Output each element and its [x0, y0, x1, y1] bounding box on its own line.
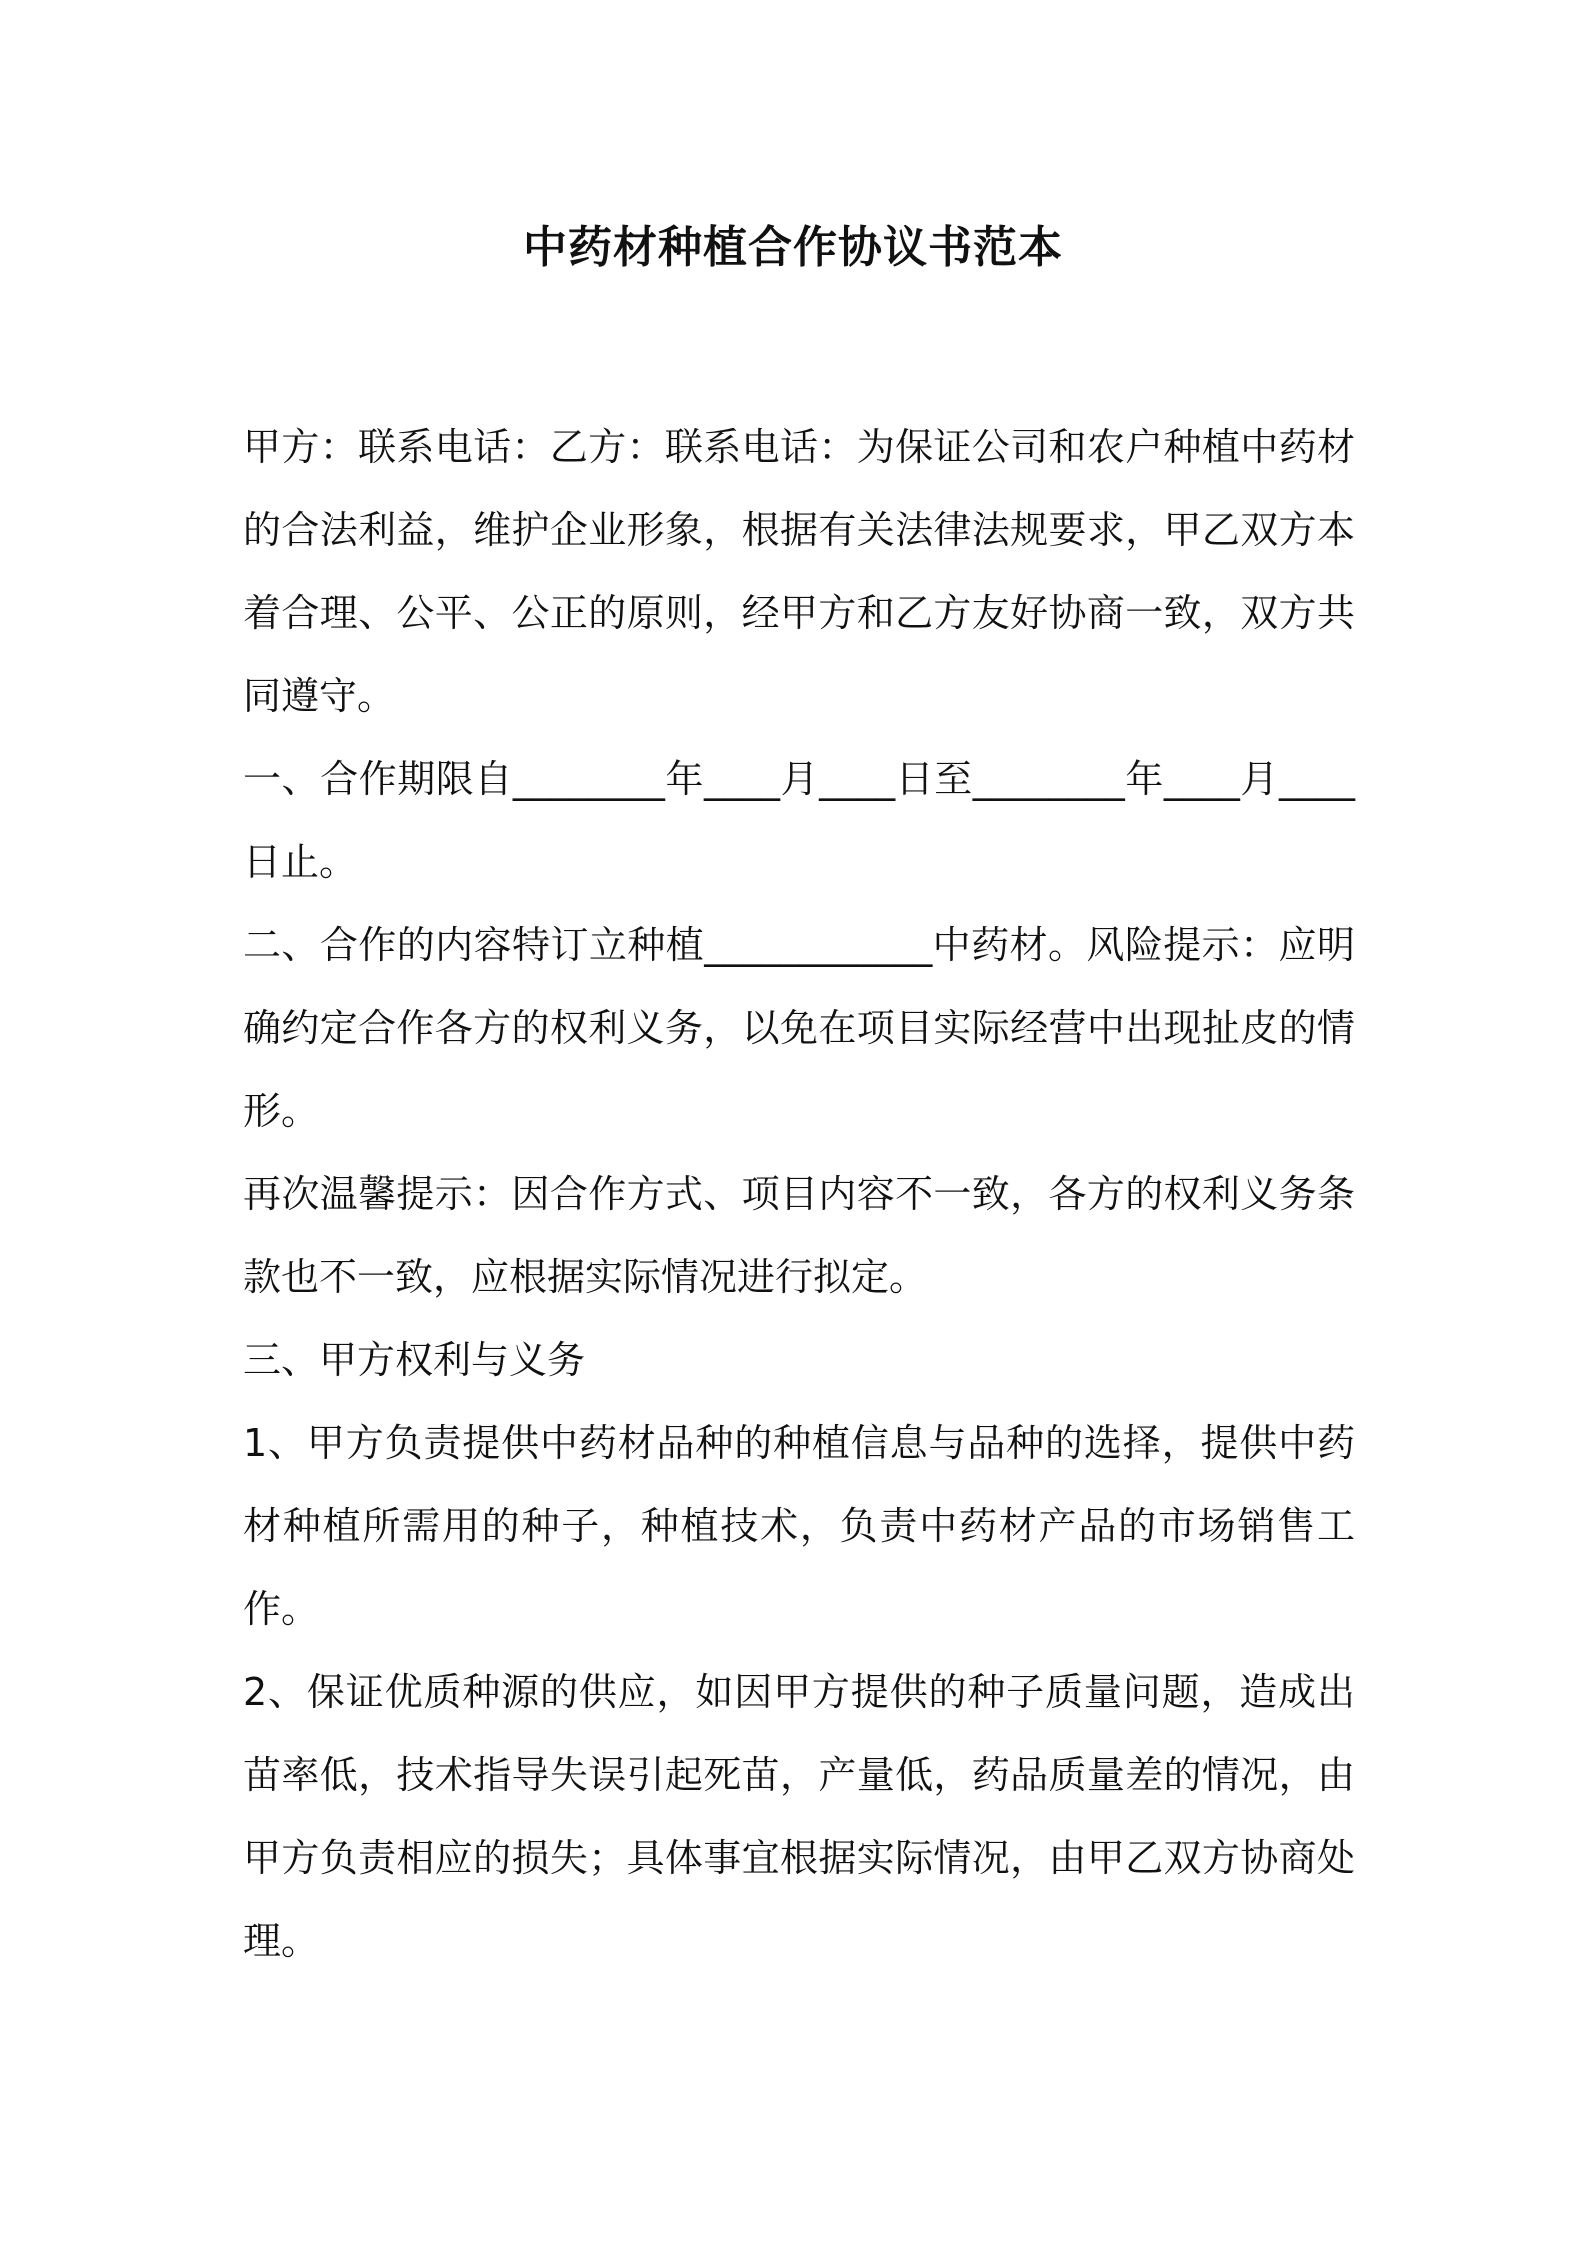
- paragraph-clause-1-term: 一、合作期限自________年____月____日至________年____月____日止。: [243, 757, 1355, 884]
- paragraph-item-2: 2、保证优质种源的供应，如因甲方提供的种子质量问题，造成出苗率低，技术指导失误引起死苗，产量低，药品质量差的情况，由甲方负责相应的损失；具体事宜根据实际情况，由甲乙双方协商处理。: [243, 1670, 1355, 1963]
- paragraph-section-3-heading: 三、甲方权利与义务: [243, 1338, 586, 1382]
- paragraph-clause-2-content: 二、合作的内容特订立种植____________中药材。风险提示：应明确约定合作各方的权利义务，以免在项目实际经营中出现扯皮的情形。: [243, 923, 1355, 1133]
- document-title: 中药材种植合作协议书范本: [523, 222, 1063, 273]
- paragraph-reminder: 再次温馨提示：因合作方式、项目内容不一致，各方的权利义务条款也不一致，应根据实际情况进行拟定。: [243, 1172, 1355, 1299]
- document-body: [243, 406, 1355, 1983]
- paragraph-intro: 甲方：联系电话：乙方：联系电话：为保证公司和农户种植中药材的合法利益，维护企业形象，根据有关法律法规要求，甲乙双方本着合理、公平、公正的原则，经甲方和乙方友好协商一致，双方共同遵守。: [243, 425, 1355, 718]
- paragraph-item-1: 1、甲方负责提供中药材品种的种植信息与品种的选择，提供中药材种植所需用的种子，种植技术，负责中药材产品的市场销售工作。: [243, 1421, 1355, 1631]
